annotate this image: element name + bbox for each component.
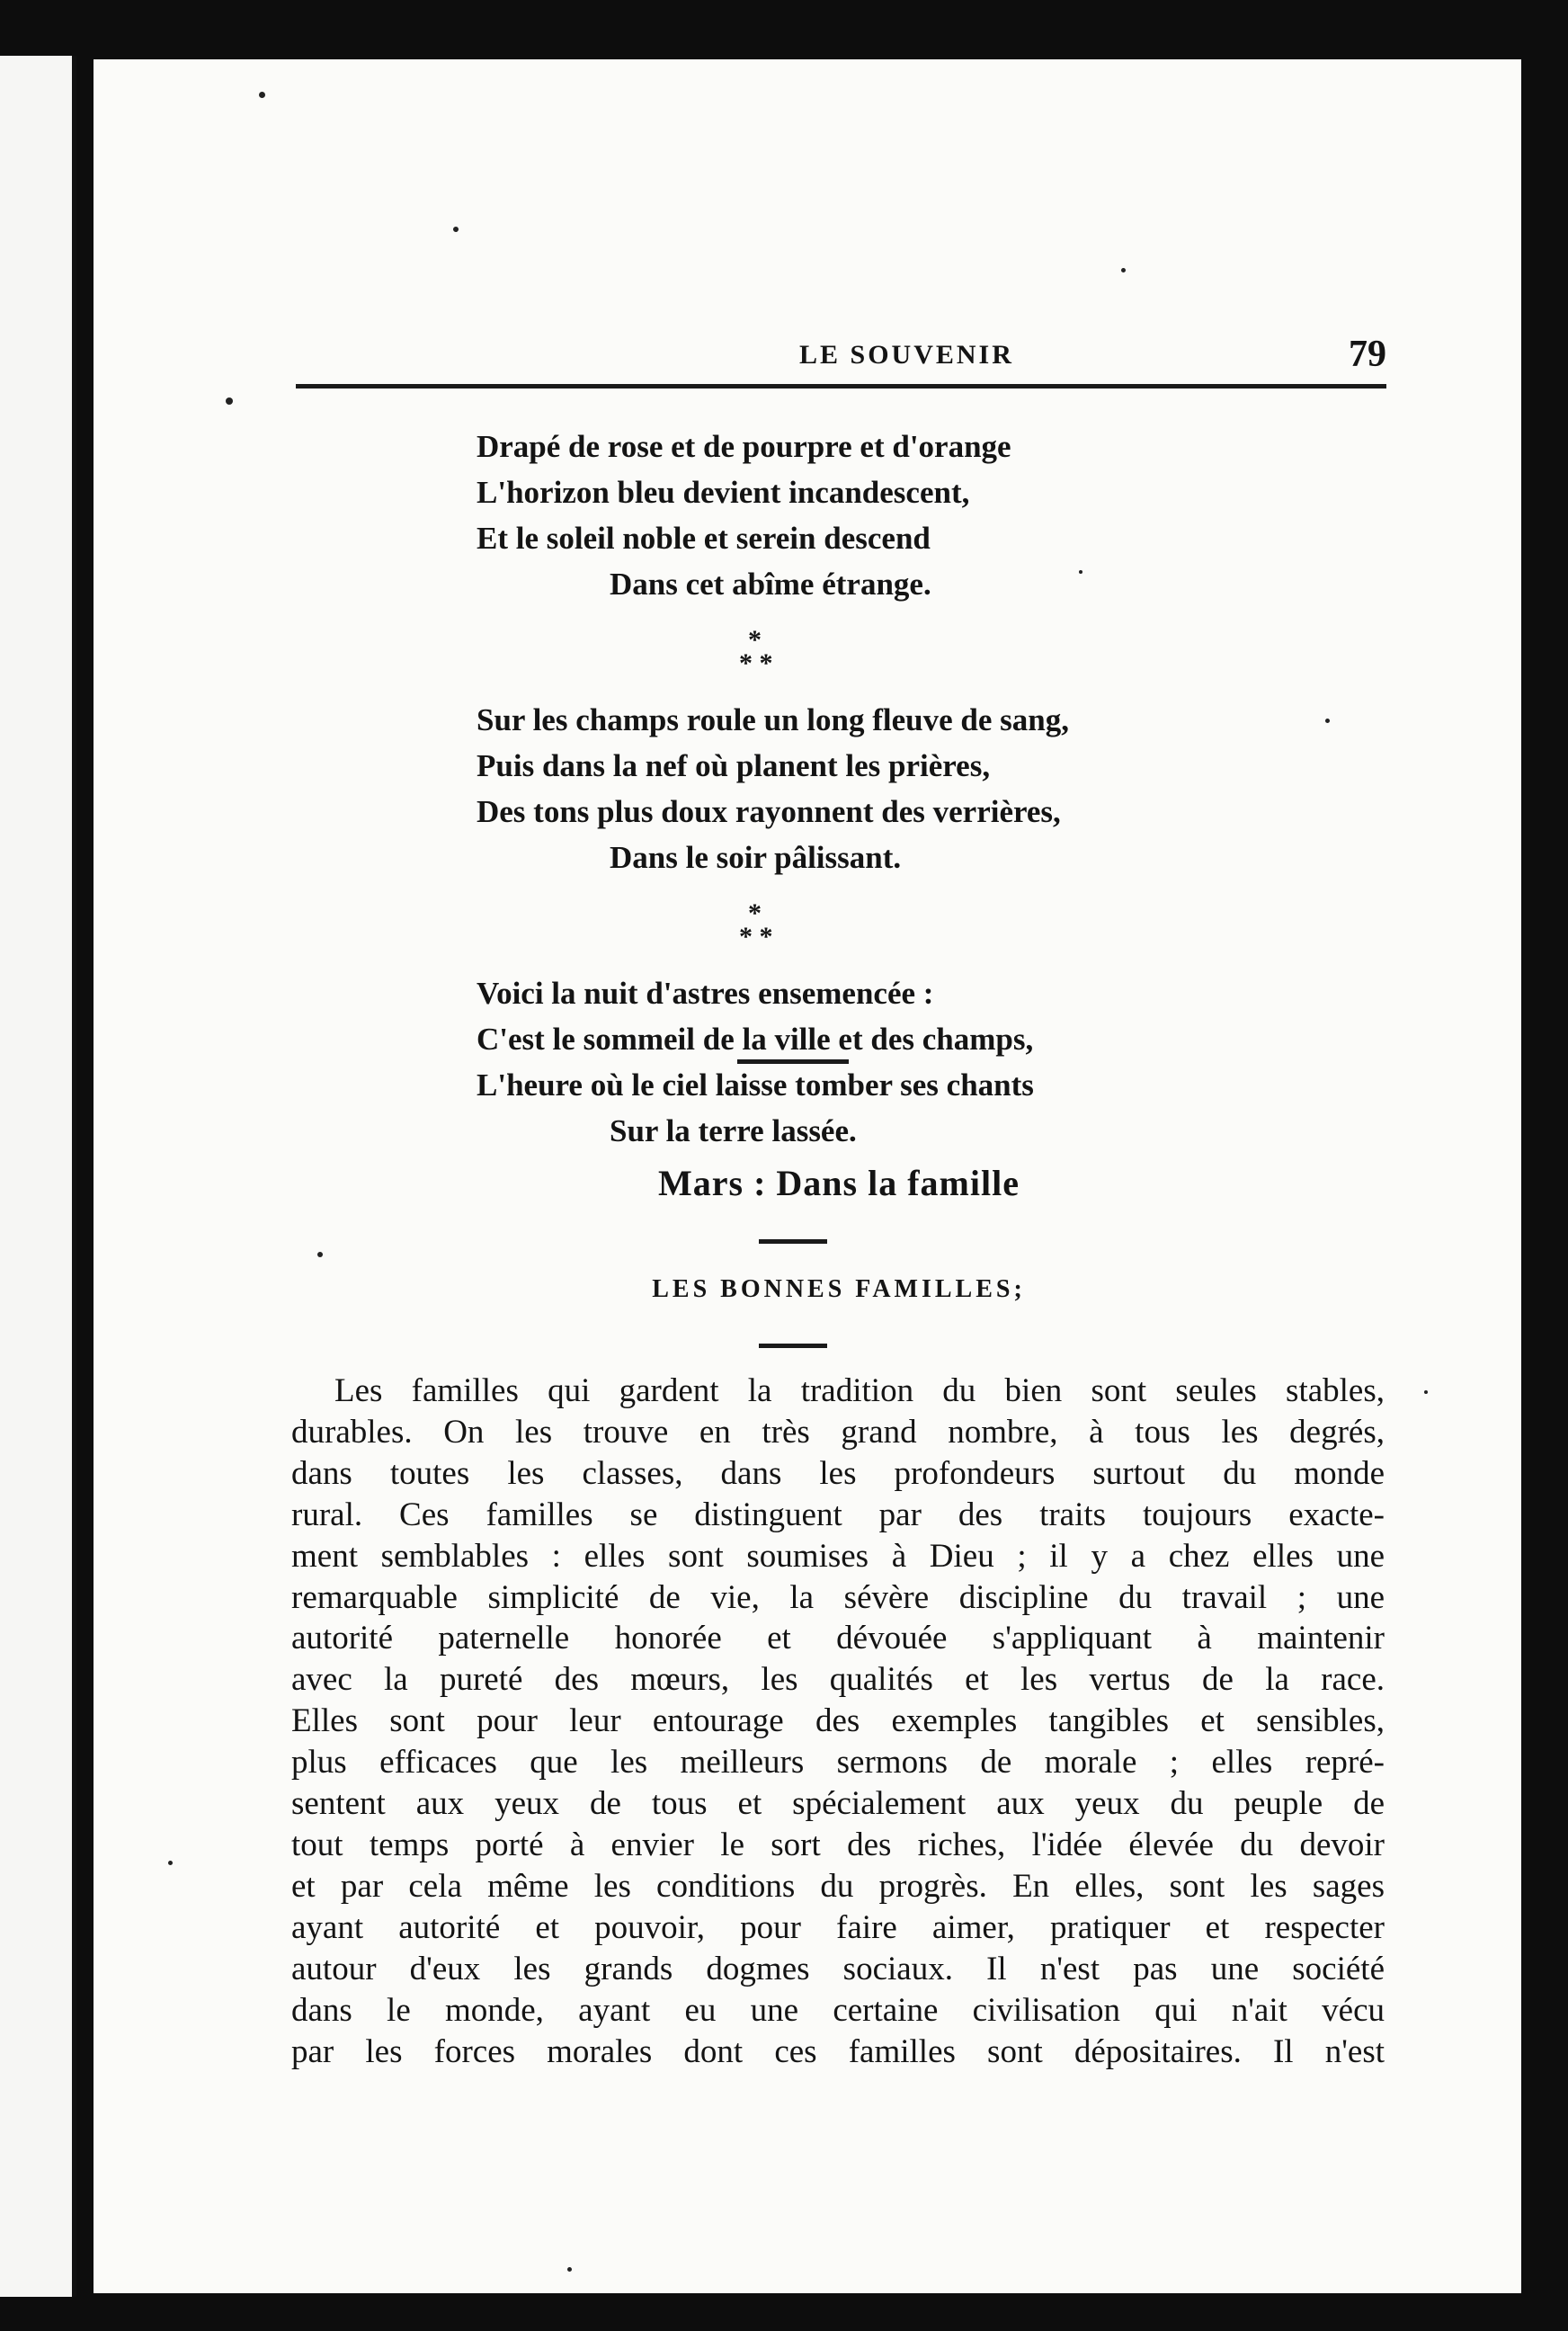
text-line: avec la pureté des mœurs, les qualités et les vertus de la race. <box>291 1661 1385 1699</box>
text-line: tout temps porté à envier le sort des riches, l'idée élevée du devoir <box>291 1826 1385 1863</box>
section-heading: Mars : Dans la famille <box>658 1163 1020 1203</box>
page-number: 79 <box>1349 334 1386 375</box>
scan-speck <box>453 227 459 232</box>
running-header <box>296 281 1386 388</box>
book-page <box>94 59 1521 2293</box>
poem-line: Dans le soir pâlissant. <box>610 840 902 875</box>
asterism-ornament: * * * <box>739 625 773 678</box>
poem <box>477 424 1286 1154</box>
text-line: et par cela même les conditions du progrès. En elles, sont les sages <box>291 1867 1385 1905</box>
scan-speck <box>1424 1390 1428 1394</box>
poem-line: Et le soleil noble et serein descend <box>477 521 931 556</box>
subheading-divider <box>759 1344 827 1348</box>
poem-stanza <box>477 424 1286 607</box>
poem-line: Dans cet abîme étrange. <box>610 567 931 602</box>
poem-stanza <box>477 970 1286 1154</box>
poem-line: Sur la terre lassée. <box>610 1113 857 1148</box>
scan-speck <box>168 1861 173 1865</box>
text-line: dans toutes les classes, dans les profondeurs surtout du monde <box>291 1454 1385 1492</box>
scan-speck <box>226 397 233 405</box>
poem-line: Drapé de rose et de pourpre et d'orange <box>477 429 1011 464</box>
scan-speck <box>317 1252 323 1257</box>
section-subheading: LES BONNES FAMILLES; <box>652 1275 1026 1303</box>
poem-line: L'heure où le ciel laisse tomber ses chants <box>477 1067 1034 1103</box>
heading-divider <box>759 1239 827 1244</box>
poem-line: Des tons plus doux rayonnent des verrières, <box>477 794 1061 829</box>
text-line: dans le monde, ayant eu une certaine civilisation qui n'ait vécu <box>291 1991 1385 2029</box>
running-title: LE SOUVENIR <box>799 340 1014 370</box>
text-line: autorité paternelle honorée et dévouée s'appliquant à maintenir <box>291 1620 1385 1657</box>
header-rule <box>296 384 1386 388</box>
text-line: durables. On les trouve en très grand nombre, à tous les degrés, <box>291 1413 1385 1451</box>
poem-stanza <box>477 697 1286 880</box>
text-line: rural. Ces familles se distinguent par des traits toujours exacte- <box>291 1496 1385 1533</box>
scan-speck <box>567 2267 572 2272</box>
poem-line: Voici la nuit d'astres ensemencée : <box>477 976 934 1011</box>
poem-line: Sur les champs roule un long fleuve de sang, <box>477 702 1069 737</box>
text-line: plus efficaces que les meilleurs sermons de morale ; elles repré- <box>291 1744 1385 1782</box>
text-line: ment semblables : elles sont soumises à Dieu ; il y a chez elles une <box>291 1537 1385 1575</box>
text-line: Elles sont pour leur entourage des exemples tangibles et sensibles, <box>291 1702 1385 1740</box>
text-line: Les familles qui gardent la tradition du bien sont seules stables, <box>334 1372 1385 1409</box>
text-line: par les forces morales dont ces familles sont dépositaires. Il n'est <box>291 2032 1385 2070</box>
facing-page-edge <box>0 56 76 2297</box>
body-paragraph <box>291 1371 1385 2072</box>
text-line: sentent aux yeux de tous et spécialement aux yeux du peuple de <box>291 1785 1385 1823</box>
poem-line: Puis dans la nef où planent les prières, <box>477 748 991 783</box>
poem-line: C'est le sommeil de la ville et des champs, <box>477 1022 1034 1057</box>
scan-speck <box>1325 719 1330 723</box>
scan-speck <box>1121 268 1126 272</box>
text-line: autour d'eux les grands dogmes sociaux. Il n'est pas une société <box>291 1950 1385 1987</box>
text-line: remarquable simplicité de vie, la sévère discipline du travail ; une <box>291 1578 1385 1616</box>
scan-speck <box>259 92 265 98</box>
section-divider <box>737 1059 849 1064</box>
asterism-ornament: * * * <box>739 898 773 951</box>
text-line: ayant autorité et pouvoir, pour faire aimer, pratiquer et respecter <box>291 1908 1385 1946</box>
poem-line: L'horizon bleu devient incandescent, <box>477 475 970 510</box>
